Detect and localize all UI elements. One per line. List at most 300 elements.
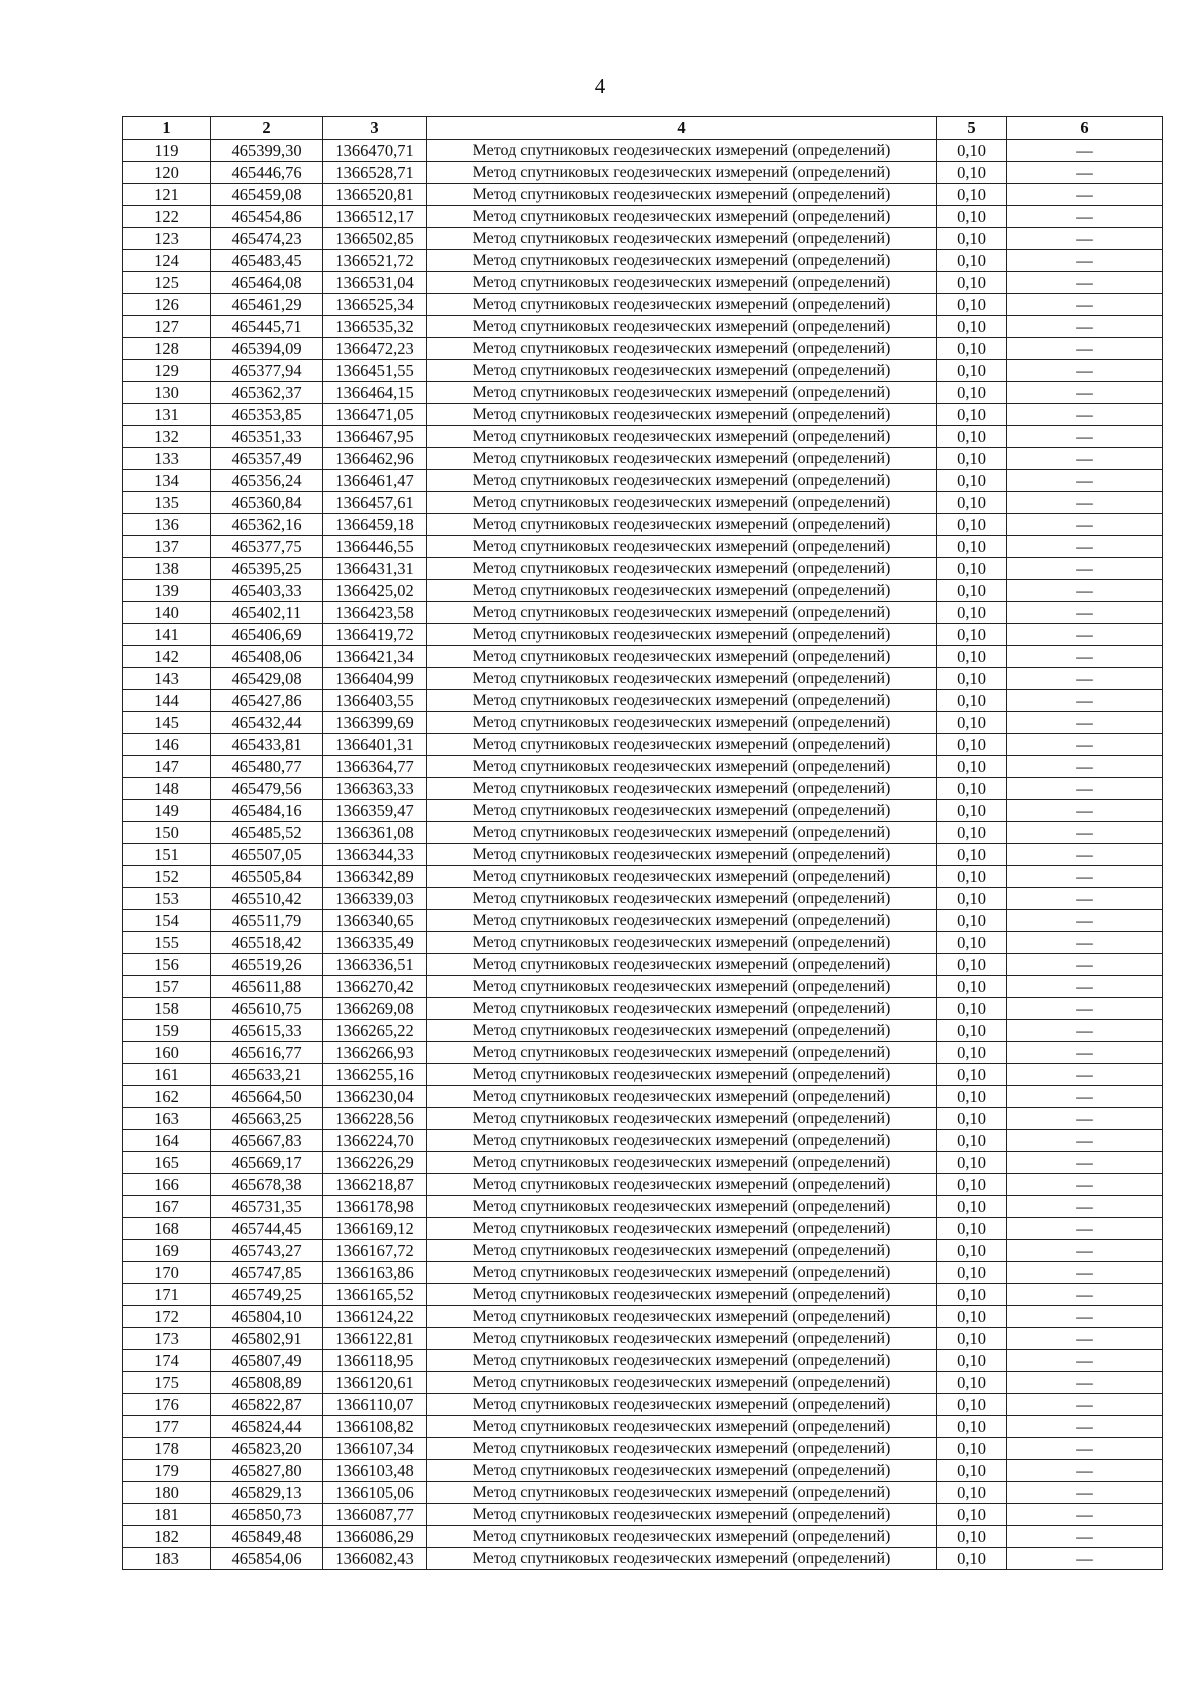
point-number-cell: 134: [123, 470, 211, 492]
table-row: [123, 976, 1163, 998]
table-row: [123, 690, 1163, 712]
note-cell: —: [1007, 1174, 1163, 1196]
note-cell: —: [1007, 624, 1163, 646]
accuracy-cell: 0,10: [937, 844, 1007, 866]
point-number-cell: 168: [123, 1218, 211, 1240]
note-cell: —: [1007, 1394, 1163, 1416]
point-number-cell: 179: [123, 1460, 211, 1482]
x-coordinate-cell: 465356,24: [211, 470, 323, 492]
y-coordinate-cell: 1366163,86: [323, 1262, 427, 1284]
x-coordinate-cell: 465483,45: [211, 250, 323, 272]
x-coordinate-cell: 465678,38: [211, 1174, 323, 1196]
accuracy-cell: 0,10: [937, 668, 1007, 690]
note-cell: —: [1007, 558, 1163, 580]
note-cell: —: [1007, 1064, 1163, 1086]
accuracy-cell: 0,10: [937, 1372, 1007, 1394]
method-cell: Метод спутниковых геодезических измерений (определений): [427, 250, 937, 272]
column-header: 2: [211, 117, 323, 140]
method-cell: Метод спутниковых геодезических измерений (определений): [427, 624, 937, 646]
accuracy-cell: 0,10: [937, 470, 1007, 492]
x-coordinate-cell: 465433,81: [211, 734, 323, 756]
y-coordinate-cell: 1366228,56: [323, 1108, 427, 1130]
accuracy-cell: 0,10: [937, 1482, 1007, 1504]
point-number-cell: 155: [123, 932, 211, 954]
accuracy-cell: 0,10: [937, 250, 1007, 272]
x-coordinate-cell: 465454,86: [211, 206, 323, 228]
method-cell: Метод спутниковых геодезических измерений (определений): [427, 206, 937, 228]
accuracy-cell: 0,10: [937, 910, 1007, 932]
point-number-cell: 159: [123, 1020, 211, 1042]
point-number-cell: 128: [123, 338, 211, 360]
table-row: [123, 668, 1163, 690]
method-cell: Метод спутниковых геодезических измерений (определений): [427, 734, 937, 756]
y-coordinate-cell: 1366226,29: [323, 1152, 427, 1174]
table-row: [123, 1504, 1163, 1526]
method-cell: Метод спутниковых геодезических измерений (определений): [427, 822, 937, 844]
method-cell: Метод спутниковых геодезических измерений (определений): [427, 866, 937, 888]
note-cell: —: [1007, 756, 1163, 778]
method-cell: Метод спутниковых геодезических измерений (определений): [427, 1284, 937, 1306]
y-coordinate-cell: 1366431,31: [323, 558, 427, 580]
table-row: [123, 162, 1163, 184]
y-coordinate-cell: 1366270,42: [323, 976, 427, 998]
table-row: [123, 426, 1163, 448]
accuracy-cell: 0,10: [937, 140, 1007, 162]
note-cell: —: [1007, 866, 1163, 888]
note-cell: —: [1007, 1416, 1163, 1438]
note-cell: —: [1007, 646, 1163, 668]
y-coordinate-cell: 1366110,07: [323, 1394, 427, 1416]
x-coordinate-cell: 465664,50: [211, 1086, 323, 1108]
point-number-cell: 120: [123, 162, 211, 184]
note-cell: —: [1007, 382, 1163, 404]
coordinates-table: [122, 116, 1163, 1570]
y-coordinate-cell: 1366120,61: [323, 1372, 427, 1394]
accuracy-cell: 0,10: [937, 1196, 1007, 1218]
point-number-cell: 181: [123, 1504, 211, 1526]
method-cell: Метод спутниковых геодезических измерений (определений): [427, 1526, 937, 1548]
y-coordinate-cell: 1366404,99: [323, 668, 427, 690]
point-number-cell: 122: [123, 206, 211, 228]
point-number-cell: 129: [123, 360, 211, 382]
accuracy-cell: 0,10: [937, 382, 1007, 404]
table-row: [123, 1042, 1163, 1064]
x-coordinate-cell: 465395,25: [211, 558, 323, 580]
accuracy-cell: 0,10: [937, 998, 1007, 1020]
note-cell: —: [1007, 800, 1163, 822]
table-row: [123, 1196, 1163, 1218]
note-cell: —: [1007, 140, 1163, 162]
accuracy-cell: 0,10: [937, 514, 1007, 536]
x-coordinate-cell: 465474,23: [211, 228, 323, 250]
note-cell: —: [1007, 602, 1163, 624]
accuracy-cell: 0,10: [937, 426, 1007, 448]
point-number-cell: 143: [123, 668, 211, 690]
point-number-cell: 160: [123, 1042, 211, 1064]
point-number-cell: 136: [123, 514, 211, 536]
method-cell: Метод спутниковых геодезических измерений (определений): [427, 756, 937, 778]
accuracy-cell: 0,10: [937, 1130, 1007, 1152]
point-number-cell: 166: [123, 1174, 211, 1196]
accuracy-cell: 0,10: [937, 1438, 1007, 1460]
y-coordinate-cell: 1366167,72: [323, 1240, 427, 1262]
table-row: [123, 778, 1163, 800]
y-coordinate-cell: 1366224,70: [323, 1130, 427, 1152]
note-cell: —: [1007, 1042, 1163, 1064]
x-coordinate-cell: 465377,94: [211, 360, 323, 382]
x-coordinate-cell: 465804,10: [211, 1306, 323, 1328]
table-row: [123, 514, 1163, 536]
table-row: [123, 646, 1163, 668]
x-coordinate-cell: 465403,33: [211, 580, 323, 602]
method-cell: Метод спутниковых геодезических измерений (определений): [427, 998, 937, 1020]
accuracy-cell: 0,10: [937, 404, 1007, 426]
x-coordinate-cell: 465484,16: [211, 800, 323, 822]
accuracy-cell: 0,10: [937, 1240, 1007, 1262]
y-coordinate-cell: 1366265,22: [323, 1020, 427, 1042]
y-coordinate-cell: 1366521,72: [323, 250, 427, 272]
point-number-cell: 172: [123, 1306, 211, 1328]
x-coordinate-cell: 465747,85: [211, 1262, 323, 1284]
note-cell: —: [1007, 1372, 1163, 1394]
accuracy-cell: 0,10: [937, 294, 1007, 316]
method-cell: Метод спутниковых геодезических измерений (определений): [427, 272, 937, 294]
method-cell: Метод спутниковых геодезических измерений (определений): [427, 1218, 937, 1240]
table-row: [123, 1262, 1163, 1284]
note-cell: —: [1007, 998, 1163, 1020]
table-row: [123, 1460, 1163, 1482]
table-row: [123, 206, 1163, 228]
method-cell: Метод спутниковых геодезических измерений (определений): [427, 558, 937, 580]
accuracy-cell: 0,10: [937, 162, 1007, 184]
point-number-cell: 173: [123, 1328, 211, 1350]
note-cell: —: [1007, 580, 1163, 602]
accuracy-cell: 0,10: [937, 800, 1007, 822]
y-coordinate-cell: 1366467,95: [323, 426, 427, 448]
accuracy-cell: 0,10: [937, 778, 1007, 800]
note-cell: —: [1007, 1350, 1163, 1372]
note-cell: —: [1007, 1108, 1163, 1130]
table-row: [123, 954, 1163, 976]
note-cell: —: [1007, 492, 1163, 514]
method-cell: Метод спутниковых геодезических измерений (определений): [427, 668, 937, 690]
y-coordinate-cell: 1366401,31: [323, 734, 427, 756]
table-row: [123, 602, 1163, 624]
accuracy-cell: 0,10: [937, 1394, 1007, 1416]
method-cell: Метод спутниковых геодезических измерений (определений): [427, 140, 937, 162]
method-cell: Метод спутниковых геодезических измерений (определений): [427, 536, 937, 558]
y-coordinate-cell: 1366340,65: [323, 910, 427, 932]
accuracy-cell: 0,10: [937, 1416, 1007, 1438]
note-cell: —: [1007, 1086, 1163, 1108]
point-number-cell: 158: [123, 998, 211, 1020]
table-row: [123, 1064, 1163, 1086]
point-number-cell: 145: [123, 712, 211, 734]
point-number-cell: 137: [123, 536, 211, 558]
note-cell: —: [1007, 1548, 1163, 1570]
x-coordinate-cell: 465611,88: [211, 976, 323, 998]
method-cell: Метод спутниковых геодезических измерений (определений): [427, 1240, 937, 1262]
note-cell: —: [1007, 536, 1163, 558]
note-cell: —: [1007, 338, 1163, 360]
x-coordinate-cell: 465505,84: [211, 866, 323, 888]
table-row: [123, 624, 1163, 646]
note-cell: —: [1007, 822, 1163, 844]
y-coordinate-cell: 1366087,77: [323, 1504, 427, 1526]
method-cell: Метод спутниковых геодезических измерений (определений): [427, 228, 937, 250]
accuracy-cell: 0,10: [937, 1020, 1007, 1042]
y-coordinate-cell: 1366525,34: [323, 294, 427, 316]
method-cell: Метод спутниковых геодезических измерений (определений): [427, 910, 937, 932]
note-cell: —: [1007, 734, 1163, 756]
method-cell: Метод спутниковых геодезических измерений (определений): [427, 382, 937, 404]
x-coordinate-cell: 465427,86: [211, 690, 323, 712]
point-number-cell: 147: [123, 756, 211, 778]
table-row: [123, 822, 1163, 844]
table-row: [123, 470, 1163, 492]
y-coordinate-cell: 1366399,69: [323, 712, 427, 734]
x-coordinate-cell: 465743,27: [211, 1240, 323, 1262]
y-coordinate-cell: 1366122,81: [323, 1328, 427, 1350]
point-number-cell: 132: [123, 426, 211, 448]
x-coordinate-cell: 465510,42: [211, 888, 323, 910]
method-cell: Метод спутниковых геодезических измерений (определений): [427, 1042, 937, 1064]
x-coordinate-cell: 465829,13: [211, 1482, 323, 1504]
x-coordinate-cell: 465362,37: [211, 382, 323, 404]
table-row: [123, 316, 1163, 338]
method-cell: Метод спутниковых геодезических измерений (определений): [427, 1548, 937, 1570]
y-coordinate-cell: 1366255,16: [323, 1064, 427, 1086]
point-number-cell: 170: [123, 1262, 211, 1284]
y-coordinate-cell: 1366103,48: [323, 1460, 427, 1482]
note-cell: —: [1007, 1284, 1163, 1306]
y-coordinate-cell: 1366344,33: [323, 844, 427, 866]
accuracy-cell: 0,10: [937, 558, 1007, 580]
x-coordinate-cell: 465663,25: [211, 1108, 323, 1130]
method-cell: Метод спутниковых геодезических измерений (определений): [427, 1394, 937, 1416]
point-number-cell: 124: [123, 250, 211, 272]
page-number: 4: [594, 74, 606, 98]
y-coordinate-cell: 1366363,33: [323, 778, 427, 800]
accuracy-cell: 0,10: [937, 1526, 1007, 1548]
accuracy-cell: 0,10: [937, 1064, 1007, 1086]
x-coordinate-cell: 465394,09: [211, 338, 323, 360]
method-cell: Метод спутниковых геодезических измерений (определений): [427, 800, 937, 822]
note-cell: —: [1007, 1262, 1163, 1284]
note-cell: —: [1007, 976, 1163, 998]
point-number-cell: 151: [123, 844, 211, 866]
y-coordinate-cell: 1366169,12: [323, 1218, 427, 1240]
x-coordinate-cell: 465377,75: [211, 536, 323, 558]
table-row: [123, 1394, 1163, 1416]
y-coordinate-cell: 1366086,29: [323, 1526, 427, 1548]
table-row: [123, 228, 1163, 250]
table-row: [123, 910, 1163, 932]
y-coordinate-cell: 1366342,89: [323, 866, 427, 888]
note-cell: —: [1007, 888, 1163, 910]
point-number-cell: 157: [123, 976, 211, 998]
y-coordinate-cell: 1366457,61: [323, 492, 427, 514]
table-row: [123, 558, 1163, 580]
table-row: [123, 1328, 1163, 1350]
point-number-cell: 149: [123, 800, 211, 822]
accuracy-cell: 0,10: [937, 1306, 1007, 1328]
x-coordinate-cell: 465854,06: [211, 1548, 323, 1570]
point-number-cell: 169: [123, 1240, 211, 1262]
x-coordinate-cell: 465461,29: [211, 294, 323, 316]
note-cell: —: [1007, 1196, 1163, 1218]
table-row: [123, 1020, 1163, 1042]
method-cell: Метод спутниковых геодезических измерений (определений): [427, 514, 937, 536]
x-coordinate-cell: 465808,89: [211, 1372, 323, 1394]
y-coordinate-cell: 1366464,15: [323, 382, 427, 404]
point-number-cell: 154: [123, 910, 211, 932]
point-number-cell: 177: [123, 1416, 211, 1438]
y-coordinate-cell: 1366266,93: [323, 1042, 427, 1064]
table-row: [123, 1482, 1163, 1504]
point-number-cell: 119: [123, 140, 211, 162]
y-coordinate-cell: 1366502,85: [323, 228, 427, 250]
method-cell: Метод спутниковых геодезических измерений (определений): [427, 602, 937, 624]
x-coordinate-cell: 465357,49: [211, 448, 323, 470]
note-cell: —: [1007, 712, 1163, 734]
method-cell: Метод спутниковых геодезических измерений (определений): [427, 1460, 937, 1482]
accuracy-cell: 0,10: [937, 272, 1007, 294]
x-coordinate-cell: 465402,11: [211, 602, 323, 624]
accuracy-cell: 0,10: [937, 602, 1007, 624]
point-number-cell: 182: [123, 1526, 211, 1548]
note-cell: —: [1007, 1240, 1163, 1262]
method-cell: Метод спутниковых геодезических измерений (определений): [427, 932, 937, 954]
method-cell: Метод спутниковых геодезических измерений (определений): [427, 470, 937, 492]
table-row: [123, 1284, 1163, 1306]
y-coordinate-cell: 1366336,51: [323, 954, 427, 976]
x-coordinate-cell: 465669,17: [211, 1152, 323, 1174]
point-number-cell: 161: [123, 1064, 211, 1086]
note-cell: —: [1007, 1130, 1163, 1152]
note-cell: —: [1007, 1218, 1163, 1240]
accuracy-cell: 0,10: [937, 228, 1007, 250]
note-cell: —: [1007, 184, 1163, 206]
note-cell: —: [1007, 932, 1163, 954]
table-row: [123, 140, 1163, 162]
point-number-cell: 138: [123, 558, 211, 580]
y-coordinate-cell: 1366082,43: [323, 1548, 427, 1570]
column-header: 4: [427, 117, 937, 140]
x-coordinate-cell: 465610,75: [211, 998, 323, 1020]
accuracy-cell: 0,10: [937, 712, 1007, 734]
column-header: 1: [123, 117, 211, 140]
point-number-cell: 121: [123, 184, 211, 206]
method-cell: Метод спутниковых геодезических измерений (определений): [427, 1196, 937, 1218]
accuracy-cell: 0,10: [937, 1504, 1007, 1526]
y-coordinate-cell: 1366361,08: [323, 822, 427, 844]
note-cell: —: [1007, 1438, 1163, 1460]
accuracy-cell: 0,10: [937, 1108, 1007, 1130]
point-number-cell: 133: [123, 448, 211, 470]
note-cell: —: [1007, 1152, 1163, 1174]
x-coordinate-cell: 465485,52: [211, 822, 323, 844]
x-coordinate-cell: 465511,79: [211, 910, 323, 932]
note-cell: —: [1007, 316, 1163, 338]
y-coordinate-cell: 1366108,82: [323, 1416, 427, 1438]
point-number-cell: 164: [123, 1130, 211, 1152]
point-number-cell: 156: [123, 954, 211, 976]
x-coordinate-cell: 465360,84: [211, 492, 323, 514]
table-row: [123, 844, 1163, 866]
point-number-cell: 146: [123, 734, 211, 756]
accuracy-cell: 0,10: [937, 1042, 1007, 1064]
table-row: [123, 712, 1163, 734]
note-cell: —: [1007, 272, 1163, 294]
point-number-cell: 174: [123, 1350, 211, 1372]
x-coordinate-cell: 465667,83: [211, 1130, 323, 1152]
accuracy-cell: 0,10: [937, 184, 1007, 206]
column-header: 6: [1007, 117, 1163, 140]
note-cell: —: [1007, 514, 1163, 536]
x-coordinate-cell: 465446,76: [211, 162, 323, 184]
table-header-row: [123, 117, 1163, 140]
table-row: [123, 756, 1163, 778]
y-coordinate-cell: 1366472,23: [323, 338, 427, 360]
accuracy-cell: 0,10: [937, 206, 1007, 228]
y-coordinate-cell: 1366403,55: [323, 690, 427, 712]
y-coordinate-cell: 1366339,03: [323, 888, 427, 910]
accuracy-cell: 0,10: [937, 646, 1007, 668]
x-coordinate-cell: 465822,87: [211, 1394, 323, 1416]
point-number-cell: 178: [123, 1438, 211, 1460]
table-row: [123, 734, 1163, 756]
point-number-cell: 139: [123, 580, 211, 602]
y-coordinate-cell: 1366335,49: [323, 932, 427, 954]
point-number-cell: 153: [123, 888, 211, 910]
table-row: [123, 1174, 1163, 1196]
y-coordinate-cell: 1366364,77: [323, 756, 427, 778]
table-row: [123, 580, 1163, 602]
point-number-cell: 152: [123, 866, 211, 888]
y-coordinate-cell: 1366165,52: [323, 1284, 427, 1306]
method-cell: Метод спутниковых геодезических измерений (определений): [427, 184, 937, 206]
accuracy-cell: 0,10: [937, 492, 1007, 514]
point-number-cell: 131: [123, 404, 211, 426]
table-row: [123, 250, 1163, 272]
x-coordinate-cell: 465802,91: [211, 1328, 323, 1350]
table-row: [123, 1526, 1163, 1548]
note-cell: —: [1007, 690, 1163, 712]
y-coordinate-cell: 1366105,06: [323, 1482, 427, 1504]
accuracy-cell: 0,10: [937, 580, 1007, 602]
accuracy-cell: 0,10: [937, 734, 1007, 756]
method-cell: Метод спутниковых геодезических измерений (определений): [427, 1416, 937, 1438]
y-coordinate-cell: 1366512,17: [323, 206, 427, 228]
note-cell: —: [1007, 360, 1163, 382]
table-row: [123, 1152, 1163, 1174]
x-coordinate-cell: 465519,26: [211, 954, 323, 976]
x-coordinate-cell: 465744,45: [211, 1218, 323, 1240]
x-coordinate-cell: 465850,73: [211, 1504, 323, 1526]
x-coordinate-cell: 465731,35: [211, 1196, 323, 1218]
method-cell: Метод спутниковых геодезических измерений (определений): [427, 404, 937, 426]
note-cell: —: [1007, 1306, 1163, 1328]
note-cell: —: [1007, 404, 1163, 426]
method-cell: Метод спутниковых геодезических измерений (определений): [427, 162, 937, 184]
y-coordinate-cell: 1366359,47: [323, 800, 427, 822]
note-cell: —: [1007, 1328, 1163, 1350]
method-cell: Метод спутниковых геодезических измерений (определений): [427, 316, 937, 338]
note-cell: —: [1007, 1526, 1163, 1548]
table-row: [123, 1350, 1163, 1372]
table-row: [123, 1416, 1163, 1438]
